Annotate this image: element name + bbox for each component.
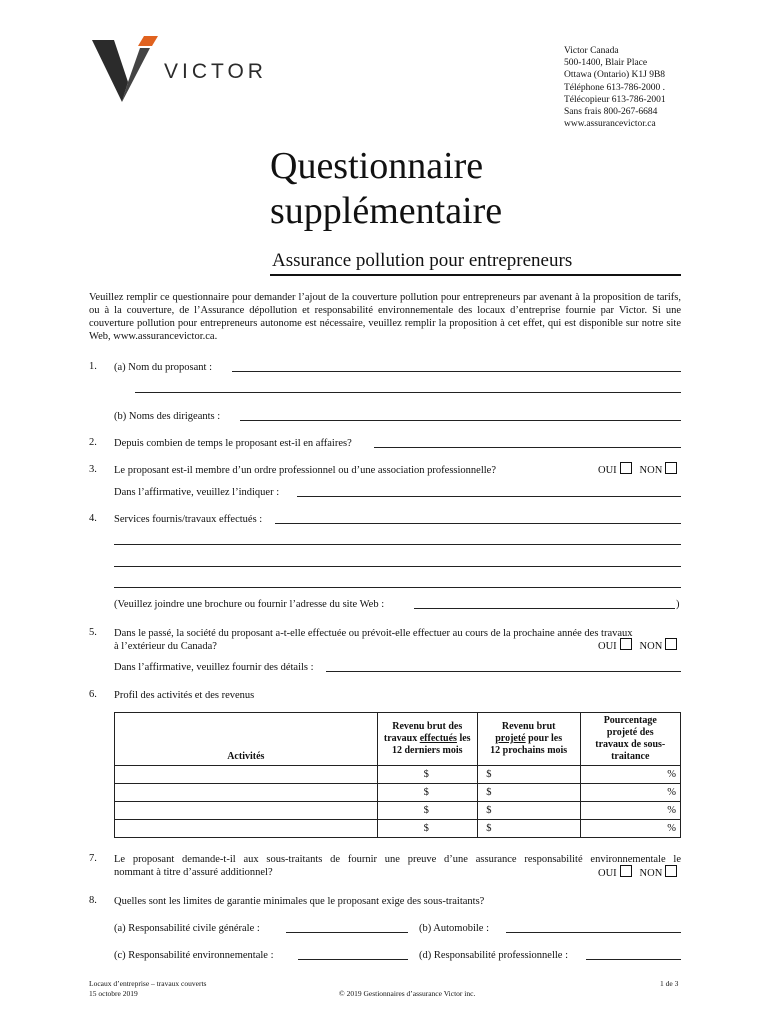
page-title: Questionnaire supplémentaire [270,145,503,232]
footer-left: Locaux d’entreprise – travaux couverts 15 octobre 2019 [89,979,207,998]
q8d-label: (d) Responsabilité professionnelle : [419,950,569,961]
footer-copyright: © 2019 Gestionnaires d’assurance Victor inc. [339,989,476,998]
q4-website-note-end: ) [676,599,680,610]
table-row [115,784,681,802]
contact-block [564,45,666,130]
q1a-label: (a) Nom du proposant : [114,362,212,373]
footer-page-number: 1 de 3 [660,979,679,988]
col-projected-revenue: Revenu brut projeté pour les 12 prochains mois [477,713,580,766]
q1b-field[interactable] [240,420,681,421]
q3-follow-field[interactable] [297,496,681,497]
projected-revenue-cell[interactable]: $ [477,784,580,802]
q6-label: Profil des activités et des revenus [114,690,255,701]
q4-field-line3[interactable] [114,566,681,567]
contact-line: Ottawa (Ontario) K1J 9B8 [564,70,666,81]
pct-cell[interactable]: % [580,784,680,802]
q5-number: 5. [89,627,97,638]
q5-follow-field[interactable] [326,671,681,672]
contact-line: Téléphone 613-786-2000 . [564,82,666,93]
pct-cell[interactable]: % [580,802,680,820]
activity-cell[interactable] [115,802,378,820]
q7-yes-no: OUI NON [598,865,677,880]
q7-label: Le proposant demande-t-il aux sous-traitants de fournir une preuve d’une assurance responsabilité environnementale le nommant à titre d’assuré additionnel? [114,854,681,878]
q8a-field[interactable] [286,932,408,933]
victor-logo [92,36,272,106]
table-row [115,802,681,820]
projected-revenue-cell[interactable]: $ [477,820,580,838]
title-rule [270,274,681,276]
victor-v-mark-icon [92,36,158,104]
contact-line: 500-1400, Blair Place [564,58,648,69]
activity-cell[interactable] [115,820,378,838]
col-subcontract-pct: Pourcentage projeté des travaux de sous- traitance [580,713,680,766]
q8a-label: (a) Responsabilité civile générale : [114,923,260,934]
q6-number: 6. [89,689,97,700]
q3-no-checkbox[interactable] [665,462,677,474]
past-revenue-cell[interactable]: $ [377,820,477,838]
q5-label: Dans le passé, la société du proposant a-t-elle effectuée ou prévoit-elle effectuer au cours de la prochaine année des travaux à l’extérieur du Canada? [114,628,633,652]
q7-number: 7. [89,853,97,864]
q8c-field[interactable] [298,959,408,960]
q1-number: 1. [89,361,97,372]
activity-cell[interactable] [115,766,378,784]
q8-label: Quelles sont les limites de garantie minimales que le proposant exige des sous-traitants? [114,896,485,907]
brand-wordmark: VICTOR [164,60,267,83]
q8d-field[interactable] [586,959,681,960]
table-row [115,766,681,784]
q5-yes-no: OUI NON [598,638,677,653]
q5-yes-checkbox[interactable] [620,638,632,650]
q2-label: Depuis combien de temps le proposant est-il en affaires? [114,438,352,449]
projected-revenue-cell[interactable]: $ [477,766,580,784]
q4-number: 4. [89,513,97,524]
projected-revenue-cell[interactable]: $ [477,802,580,820]
q7-yes-checkbox[interactable] [620,865,632,877]
q4-field[interactable] [275,523,681,524]
q4-website-field[interactable] [414,608,675,609]
q1a-field-line2[interactable] [135,392,681,393]
contact-website: www.assurancevictor.ca [564,119,656,130]
q5-no-checkbox[interactable] [665,638,677,650]
q3-yes-checkbox[interactable] [620,462,632,474]
q2-field[interactable] [374,447,681,448]
q3-follow-label: Dans l’affirmative, veuillez l’indiquer : [114,487,280,498]
q8b-field[interactable] [506,932,681,933]
q8c-label: (c) Responsabilité environnementale : [114,950,274,961]
past-revenue-cell[interactable]: $ [377,784,477,802]
q3-number: 3. [89,464,97,475]
q4-field-line2[interactable] [114,544,681,545]
q3-label: Le proposant est-il membre d’un ordre professionnel ou d’une association professionnelle? [114,465,496,476]
q4-website-note: (Veuillez joindre une brochure ou fournir l’adresse du site Web : [114,599,385,610]
pct-cell[interactable]: % [580,820,680,838]
table-header-row [115,713,681,766]
contact-line: Télécopieur 613-786-2001 [564,94,666,105]
page-subtitle: Assurance pollution pour entrepreneurs [272,250,573,271]
q5-follow-label: Dans l’affirmative, veuillez fournir des détails : [114,662,314,673]
q7-no-checkbox[interactable] [665,865,677,877]
q8-number: 8. [89,895,97,906]
col-past-revenue: Revenu brut des travaux effectués les 12 derniers mois [377,713,477,766]
q1b-label: (b) Noms des dirigeants : [114,411,221,422]
contact-line: Victor Canada [564,46,619,56]
activity-cell[interactable] [115,784,378,802]
col-activities: Activités [115,713,378,766]
q8b-label: (b) Automobile : [419,923,489,934]
past-revenue-cell[interactable]: $ [377,802,477,820]
intro-paragraph: Veuillez remplir ce questionnaire pour demander l’ajout de la couverture pollution pour entrepreneurs par avenant à la proposition de tarifs, ou à la couverture, de l’Assurance dépollution et responsabilité environnementale des locaux d’entreprise fournie par Victor. Si une couverture pollution pour entrepreneurs autonome est nécessaire, veuillez remplir la proposition à cet effet, qui est disponible sur notre site Web, www.assurancevictor.ca. [89,292,681,342]
past-revenue-cell[interactable]: $ [377,766,477,784]
q2-number: 2. [89,437,97,448]
table-row [115,820,681,838]
q3-yes-no: OUI NON [598,462,677,477]
q4-field-line4[interactable] [114,587,681,588]
pct-cell[interactable]: % [580,766,680,784]
q4-label: Services fournis/travaux effectués : [114,514,263,525]
revenue-profile-table [114,712,681,838]
contact-line: Sans frais 800-267-6684 [564,107,658,118]
q1a-field[interactable] [232,371,681,372]
